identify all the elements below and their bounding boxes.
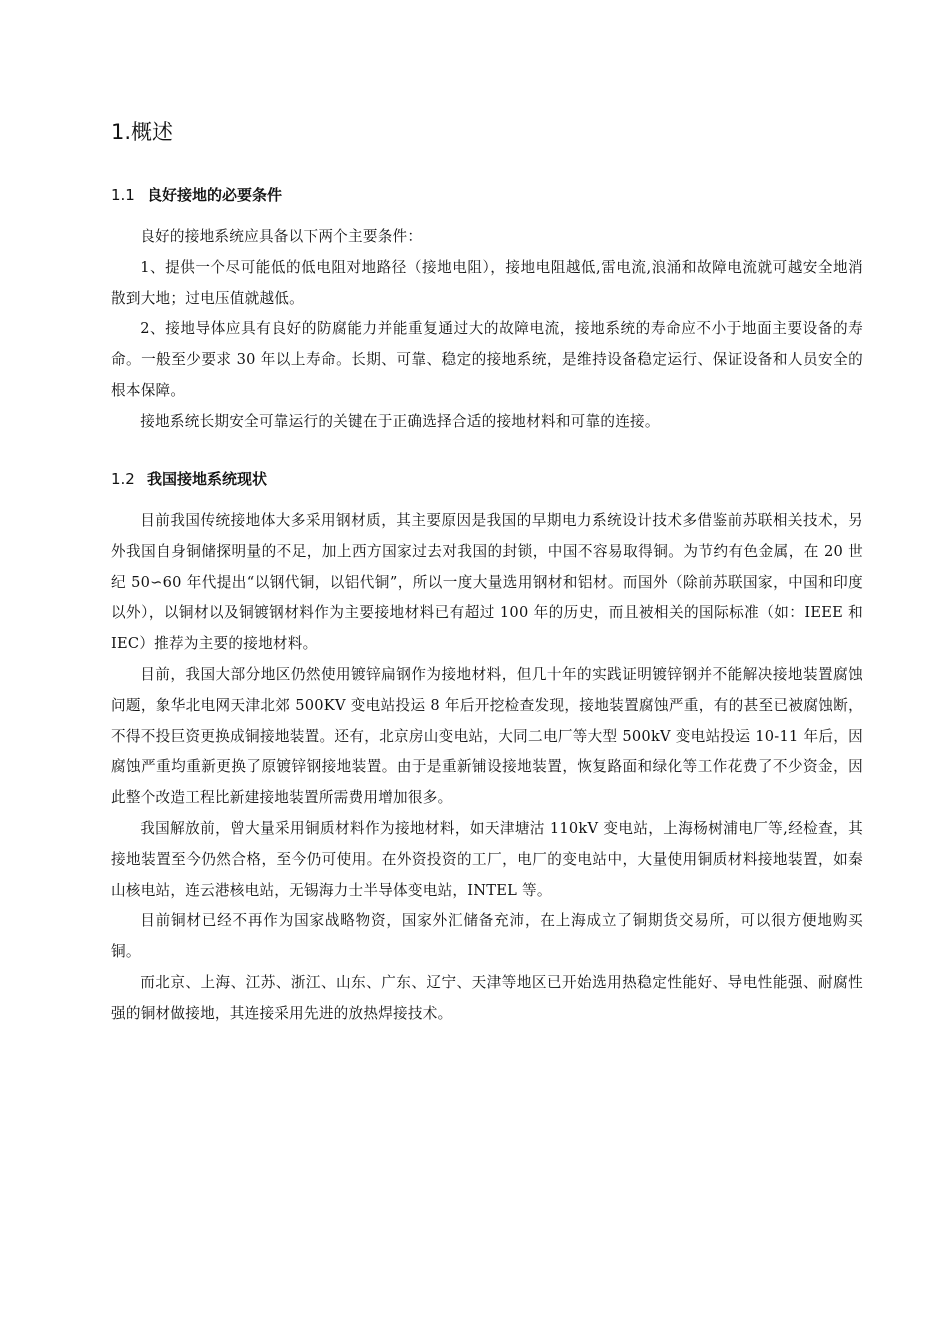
section-number: 1.1 — [111, 186, 135, 204]
paragraph: 目前，我国大部分地区仍然使用镀锌扁钢作为接地材料，但几十年的实践证明镀锌钢并不能解决接地装置腐蚀问题，象华北电网天津北郊 500KV 变电站投运 8 年后开挖检查发现，接地装置腐蚀严重，有的甚至已被腐蚀断，不得不投巨资更换成铜接地装置。还有，北京房山变电站，大同二电厂等大型 500kV 变电站投运 10-11 年后，因腐蚀严重均重新更换了原镀锌钢接地装置。由于是重新铺设接地装置，恢复路面和绿化等工作花费了不少资金，因此整个改造工程比新建接地装置所需费用增加很多。 — [111, 665, 863, 807]
section-heading-1-1 — [111, 183, 282, 207]
section-title: 良好接地的必要条件 — [147, 186, 283, 204]
paragraph: 2、接地导体应具有良好的防腐能力并能重复通过大的故障电流，接地系统的寿命应不小于地面主要设备的寿命。一般至少要求 30 年以上寿命。长期、可靠、稳定的接地系统，是维持设备稳定运行、保证设备和人员安全的根本保障。 — [111, 320, 863, 399]
section-title: 我国接地系统现状 — [147, 470, 268, 488]
section-number: 1.2 — [111, 470, 135, 488]
section-body-1-1 — [111, 222, 863, 438]
paragraph: 我国解放前，曾大量采用铜质材料作为接地材料，如天津塘沽 110kV 变电站，上海杨树浦电厂等,经检查，其接地装置至今仍然合格，至今仍可使用。在外资投资的工厂，电厂的变电站中，大量使用铜质材料接地装置，如秦山核电站，连云港核电站，无锡海力士半导体变电站，INTEL 等。 — [111, 819, 863, 899]
paragraph: 而北京、上海、江苏、浙江、山东、广东、辽宁、天津等地区已开始选用热稳定性能好、导电性能强、耐腐性强的铜材做接地，其连接采用先进的放热焊接技术。 — [111, 973, 863, 1022]
paragraph: 接地系统长期安全可靠运行的关键在于正确选择合适的接地材料和可靠的连接。 — [140, 412, 660, 430]
paragraph: 良好的接地系统应具备以下两个主要条件： — [140, 228, 423, 245]
section-body-1-2 — [111, 506, 863, 1030]
paragraph: 目前我国传统接地体大多采用钢材质，其主要原因是我国的早期电力系统设计技术多借鉴前苏联相关技术，另外我国自身铜储探明量的不足，加上西方国家过去对我国的封锁，中国不容易取得铜。为节约有色金属，在 20 世纪 50∽60 年代提出“以钢代铜，以铝代铜”，所以一度大量选用钢材和铝材。而国外（除前苏联国家，中国和印度以外），以铜材以及铜镀钢材料作为主要接地材料已有超过 100 年的历史，而且被相关的国际标准（如：IEEE 和 IEC）推荐为主要的接地材料。 — [111, 512, 863, 653]
chapter-title: 1.概述 — [111, 120, 174, 144]
section-heading-1-2 — [111, 467, 267, 491]
paragraph: 1、提供一个尽可能低的低电阻对地路径（接地电阻），接地电阻越低,雷电流,浪涌和故障电流就可越安全地消散到大地；过电压值就越低。 — [111, 258, 863, 307]
paragraph: 目前铜材已经不再作为国家战略物资，国家外汇储备充沛，在上海成立了铜期货交易所，可以很方便地购买铜。 — [111, 912, 863, 961]
